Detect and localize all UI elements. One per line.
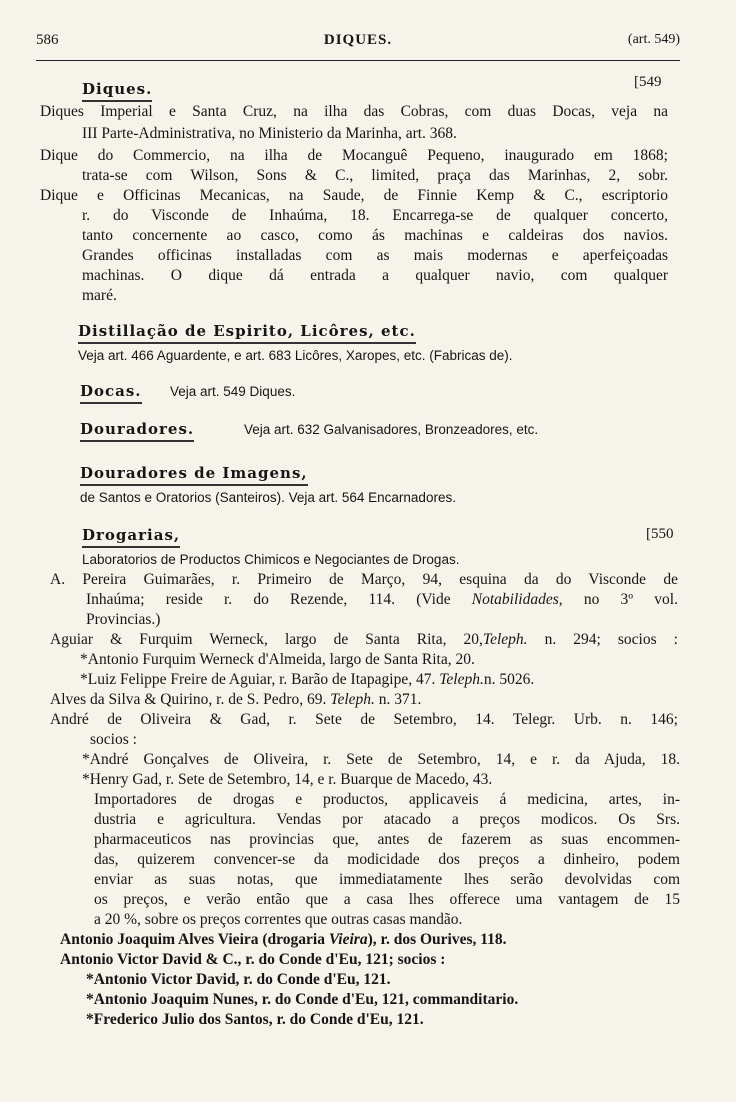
- entry-line: Dique e Officinas Mecanicas, na Saude, de Finnie Kemp & C., escriptorio: [40, 187, 668, 204]
- entry-line: Veja art. 632 Galvanisadores, Bronzeadores, etc.: [244, 422, 539, 437]
- entry-line: machinas. O dique dá entrada a qualquer navio, com qualquer: [82, 267, 668, 284]
- entry-line: Grandes officinas installadas com as mais modernas e aperfeiçoadas: [82, 247, 668, 264]
- entry-line: *Antonio Furquim Werneck d'Almeida, largo de Santa Rita, 20.: [80, 651, 475, 668]
- entry-line: André de Oliveira & Gad, r. Sete de Setembro, 14. Telegr. Urb. n. 146;: [50, 711, 678, 728]
- entry-line: das, quizerem convencer-se da modicidade dos preços a dinheiro, podem: [94, 851, 680, 868]
- entry-line: de Santos e Oratorios (Santeiros). Veja art. 564 Encarnadores.: [80, 490, 456, 505]
- entry-line: Antonio Victor David & C., r. do Conde d'Eu, 121; socios :: [60, 951, 446, 968]
- section-heading-distillacao: Distillação de Espirito, Licôres, etc.: [78, 322, 416, 344]
- page-number: 586: [36, 32, 59, 48]
- entry-line: pharmaceuticos nas provincias que, antes de fazerem as suas encommen-: [94, 831, 680, 848]
- entry-line: socios :: [90, 731, 137, 748]
- entry-line: III Parte-Administrativa, no Ministerio da Marinha, art. 368.: [82, 125, 457, 142]
- section-number-550: [550: [646, 526, 674, 542]
- entry-line: Dique do Commercio, na ilha de Mocanguê Pequeno, inaugurado em 1868;: [40, 147, 668, 164]
- entry-line: Veja art. 466 Aguardente, e art. 683 Licôres, Xaropes, etc. (Fabricas de).: [78, 348, 513, 363]
- entry-line: Aguiar & Furquim Werneck, largo de Santa Rita, 20,Teleph. n. 294; socios :: [50, 631, 678, 648]
- entry-line: *Henry Gad, r. Sete de Setembro, 14, e r. Buarque de Macedo, 43.: [82, 771, 493, 788]
- entry-line: tanto concernente ao casco, como ás machinas e caldeiras dos navios.: [82, 227, 668, 244]
- entry-line: enviar as suas notas, que immediatamente lhes serão devolvidas com: [94, 871, 680, 888]
- section-heading-drogarias: Drogarias,: [82, 526, 180, 548]
- entry-line: Provincias.): [86, 611, 161, 628]
- running-header: [36, 30, 680, 61]
- section-heading-docas: Docas.: [80, 382, 142, 404]
- entry-line: *Frederico Julio dos Santos, r. do Conde d'Eu, 121.: [86, 1011, 424, 1028]
- entry-line: A. Pereira Guimarães, r. Primeiro de Março, 94, esquina da do Visconde de: [50, 571, 678, 588]
- entry-line: *Luiz Felippe Freire de Aguiar, r. Barão de Itapagipe, 47. Teleph.n. 5026.: [80, 671, 535, 688]
- entry-line: *André Gonçalves de Oliveira, r. Sete de Setembro, 14, e r. da Ajuda, 18.: [82, 751, 680, 768]
- entry-line: Diques Imperial e Santa Cruz, na ilha das Cobras, com duas Docas, veja na: [40, 103, 668, 120]
- entry-line: Alves da Silva & Quirino, r. de S. Pedro, 69. Teleph. n. 371.: [50, 691, 422, 708]
- entry-line: maré.: [82, 287, 117, 304]
- entry-line: trata-se com Wilson, Sons & C., limited, praça das Marinhas, 2, sobr.: [82, 167, 668, 184]
- entry-line: os preços, e verão então que a casa lhes offerece uma vantagem de 15: [94, 891, 680, 908]
- entry-line: *Antonio Victor David, r. do Conde d'Eu, 121.: [86, 971, 391, 988]
- entry-line: r. do Visconde de Inhaúma, 18. Encarrega-se de qualquer concerto,: [82, 207, 668, 224]
- running-title: DIQUES.: [323, 32, 393, 48]
- entry-line: Antonio Joaquim Alves Vieira (drogaria Vieira), r. dos Ourives, 118.: [60, 931, 507, 948]
- section-number-549: [549: [634, 74, 662, 90]
- entry-line: Importadores de drogas e productos, applicaveis á medicina, artes, in-: [94, 791, 680, 808]
- section-subtitle: Laboratorios de Productos Chimicos e Negociantes de Drogas.: [82, 552, 460, 567]
- article-reference: (art. 549): [627, 32, 680, 47]
- section-heading-diques: Diques.: [82, 80, 152, 102]
- entry-line: Inhaúma; reside r. do Rezende, 114. (Vide Notabilidades, no 3º vol.: [86, 591, 678, 608]
- entry-line: a 20 %, sobre os preços correntes que outras casas mandão.: [94, 911, 463, 928]
- entry-line: dustria e agricultura. Vendas por atacado a preços modicos. Os Srs.: [94, 811, 680, 828]
- section-heading-douradores-imagens: Douradores de Imagens,: [80, 464, 308, 486]
- entry-line: *Antonio Joaquim Nunes, r. do Conde d'Eu, 121, commanditario.: [86, 991, 519, 1008]
- section-heading-douradores: Douradores.: [80, 420, 194, 442]
- entry-line: Veja art. 549 Diques.: [170, 384, 296, 399]
